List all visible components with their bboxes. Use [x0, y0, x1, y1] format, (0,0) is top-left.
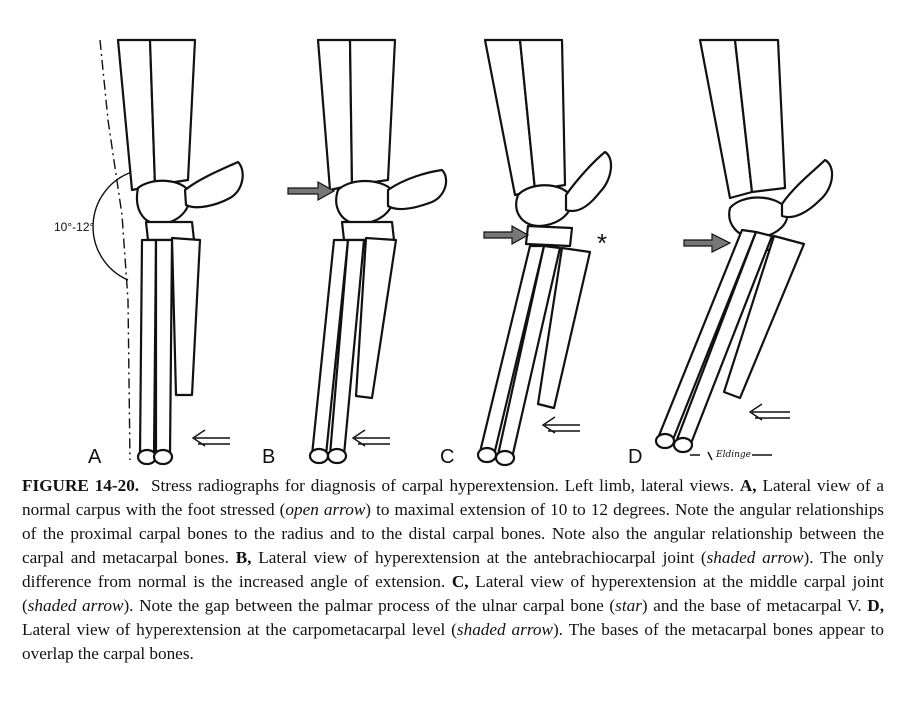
caption-d-text-2: ). The bases of the metacarpal bones appear to overlap the carpal bones. — [22, 620, 884, 663]
caption-d-em: shaded arrow — [456, 620, 553, 639]
caption-d-label: D, — [867, 596, 884, 615]
figure-number: FIGURE 14-20. — [22, 476, 140, 495]
angle-label: 10°-12° — [54, 220, 95, 234]
illustrator-signature: Eldinge — [716, 450, 751, 460]
star-marker: * — [597, 228, 608, 258]
panel-c-drawing — [440, 40, 611, 468]
angle-arc — [93, 172, 132, 280]
panel-label-c: C — [440, 446, 455, 468]
caption-b-text-2: ). The only difference from normal is the increased angle of extension. — [22, 548, 885, 591]
caption-a-text-2: ) to maximal extension of 10 to 12 degrees. Note the angular relationships of the proximal carpal bones to the radius and to the distal carpal bones. Note also the angular relationship between the carpal and metacarpal bones. — [22, 500, 884, 567]
caption-b-em: shaded arrow — [706, 548, 804, 567]
caption-intro: Stress radiographs for diagnosis of carpal hyperextension. Left limb, lateral views. — [150, 476, 735, 495]
caption-c-text-3: ) and the base of metacarpal V. — [641, 596, 862, 615]
caption-a-em: open arrow — [285, 500, 366, 519]
caption-c-text-1: Lateral view of hyperextension at the middle carpal joint ( — [22, 572, 885, 615]
caption-c-label: C, — [451, 572, 469, 591]
caption-c-em: shaded arrow — [27, 596, 124, 615]
panel-d-drawing — [628, 40, 832, 468]
panel-label-b: B — [262, 446, 276, 468]
caption-b-label: B, — [235, 548, 252, 567]
caption-b-text-1: Lateral view of hyperextension at the antebrachiocarpal joint ( — [258, 548, 707, 567]
caption-a-text-1: Lateral view of a normal carpus with the foot stressed ( — [22, 476, 885, 519]
panel-b-drawing — [262, 40, 446, 468]
panel-label-a: A — [88, 446, 102, 468]
figure-caption — [22, 474, 884, 666]
caption-c-text-2: ). Note the gap between the palmar process of the ulnar carpal bone ( — [123, 596, 616, 615]
caption-a-label: A, — [739, 476, 757, 495]
panel-a-drawing — [54, 40, 243, 468]
caption-d-text-1: Lateral view of hyperextension at the carpometacarpal level ( — [22, 620, 457, 639]
panel-label-d: D — [628, 446, 643, 468]
caption-c-em2: star — [615, 596, 642, 615]
